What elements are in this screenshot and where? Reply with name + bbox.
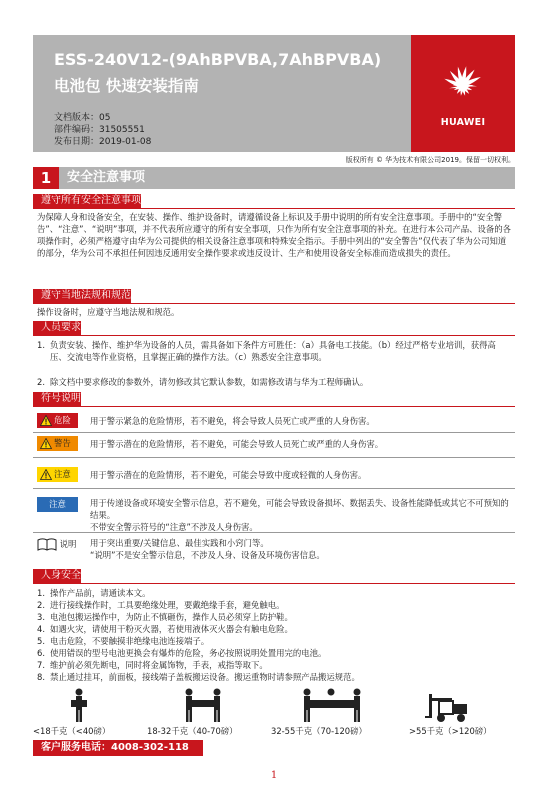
warning-triangle-icon (40, 415, 52, 426)
divider (33, 457, 515, 458)
notice-label: 注意 (49, 499, 66, 509)
section-rule (33, 303, 515, 304)
weight-guide (33, 688, 515, 738)
section-heading-symbols: 符号说明 (33, 392, 81, 406)
huawei-petals-icon (440, 63, 486, 109)
notice-text-1: 用于传递设备或环境安全警示信息，若不避免，可能会导致设备损坏、数据丢失、设备性能降低或其它不可预知的结果。 (90, 498, 509, 520)
document-subtitle: 电池包 快速安装指南 (54, 77, 199, 95)
list-item (37, 671, 511, 683)
divider (33, 532, 515, 533)
chapter-number: 1 (33, 167, 59, 189)
weight-label: >55千克（>120磅） (409, 726, 492, 736)
list-item (37, 647, 511, 659)
copyright: 版权所有 © 华为技术有限公司2019。保留一切权利。 (345, 156, 515, 164)
divider (33, 488, 515, 489)
release-date: 发布日期：2019-01-08 (54, 137, 152, 147)
list-number: 1. (37, 340, 45, 350)
list-item (37, 599, 511, 611)
list-text: 电池包搬运操作中，为防止不慎砸伤，操作人员必须穿上防护鞋。 (50, 612, 293, 622)
note-text-2: “说明”不是安全警示信息，不涉及人身、设备及环境伤害信息。 (90, 550, 325, 560)
list-text: 使用错误的型号电池更换会有爆炸的危险，务必按照说明处置用完的电池。 (50, 648, 327, 658)
divider (33, 432, 515, 433)
chapter-header (33, 167, 515, 189)
caution-label: 注意 (54, 469, 71, 479)
weight-label: 18-32千克（40-70磅） (147, 726, 238, 736)
warning-label: 警告 (54, 438, 71, 448)
section-rule (33, 406, 515, 407)
forklift-icon (425, 694, 467, 722)
list-text: 操作产品前，请通读本文。 (50, 588, 151, 598)
list-item (37, 339, 511, 363)
three-person-carry-icon (304, 689, 361, 723)
book-icon (37, 538, 57, 551)
list-item (37, 623, 511, 635)
hotline-bar: 客户服务电话：4008-302-118 (33, 740, 203, 756)
notice-badge (37, 497, 78, 512)
notice-description (90, 497, 510, 533)
section-heading-personal-safety: 人身安全 (33, 569, 81, 583)
section-rule (33, 583, 515, 584)
list-item (37, 376, 511, 388)
document-title: ESS-240V12-(9AhBPVBA,7AhBPVBA) (54, 50, 382, 69)
list-text: 维护前必须先断电，同时将金属饰物，手表，戒指等取下。 (50, 660, 268, 670)
notice-text-2: 不带安全警示符号的“注意”不涉及人身伤害。 (90, 522, 258, 532)
part-number: 部件编码：31505551 (54, 125, 145, 135)
carry-pictograms (33, 688, 515, 724)
list-item (37, 611, 511, 623)
two-person-carry-icon (186, 689, 221, 723)
list-item (37, 635, 511, 647)
list-number: 4. (37, 624, 45, 634)
weight-label: <18千克（<40磅） (33, 726, 111, 736)
list-number: 1. (37, 588, 45, 598)
list-item (37, 587, 511, 599)
note-label: 说明 (59, 539, 77, 549)
huawei-logo (411, 35, 515, 152)
note-description (90, 537, 510, 561)
warning-badge (37, 436, 78, 451)
list-number: 5. (37, 636, 45, 646)
list-number: 8. (37, 672, 45, 682)
page-number: 1 (270, 770, 278, 781)
chapter-title: 安全注意事项 (67, 170, 146, 185)
logo-text: HUAWEI (440, 117, 486, 128)
warning-triangle-icon (40, 438, 52, 449)
section-heading-law: 遵守当地法规和规范 (33, 289, 131, 303)
caution-description: 用于警示潜在的危险情形，若不避免，可能会导致中度或轻微的人身伤害。 (90, 470, 367, 480)
list-text: 禁止通过挂耳，前面板，接线端子盖板搬运设备。搬运重物时请参照产品搬运规范。 (50, 672, 360, 682)
section-rule (33, 335, 515, 336)
list-text: 如遇火灾，请使用干粉灭火器，若使用液体灭火器会有触电危险。 (50, 624, 293, 634)
list-item (37, 659, 511, 671)
list-number: 6. (37, 648, 45, 658)
list-text: 电击危险，不要触摸非绝缘电池连接端子。 (50, 636, 210, 646)
safety-paragraph: 为保障人身和设备安全，在安装、操作、维护设备时，请遵循设备上标识及手册中说明的所有安全注意事项。手册中的“安全警告”、“注意”、“说明”事项，并不代表所应遵守的所有安全事项，只作为所有安全注意事项的补充。在进行本公司产品、设备的各项操作时，必须严格遵守由华为公司提供的相关设备注意事项和特殊安全指示。手册中列出的“安全警告”仅代表了华为公司知道的部分，华为公司不承担任何因违反通用安全操作要求或违反设计、生产和使用设备安全标准而造成损失的责任。 (37, 212, 511, 258)
doc-version: 文档版本：05 (54, 113, 111, 123)
caution-badge (37, 467, 78, 482)
note-badge (37, 537, 76, 551)
list-number: 2. (37, 600, 45, 610)
danger-description: 用于警示紧急的危险情形，若不避免，将会导致人员死亡或严重的人身伤害。 (90, 416, 375, 426)
list-number: 7. (37, 660, 45, 670)
list-text: 除文档中要求修改的参数外，请勿修改其它默认参数，如需修改请与华为工程师确认。 (50, 377, 369, 387)
danger-label: 危险 (54, 415, 71, 425)
warning-triangle-icon (40, 469, 52, 480)
list-number: 3. (37, 612, 45, 622)
section-rule (33, 208, 515, 209)
person-carry-icon (71, 689, 87, 723)
list-number: 2. (37, 377, 45, 387)
warning-description: 用于警示潜在的危险情形，若不避免，可能会导致人员死亡或严重的人身伤害。 (90, 439, 384, 449)
law-paragraph: 操作设备时，应遵守当地法规和规范。 (37, 307, 180, 317)
danger-badge (37, 413, 78, 428)
section-heading-personnel: 人员要求 (33, 321, 81, 335)
note-text-1: 用于突出重要/关键信息、最佳实践和小窍门等。 (90, 538, 269, 548)
list-text: 进行接线操作时，工具要绝缘处理，要戴绝缘手套，避免触电。 (50, 600, 285, 610)
section-heading-safety: 遵守所有安全注意事项 (33, 194, 141, 208)
weight-label: 32-55千克（70-120磅） (271, 726, 367, 736)
list-text: 负责安装、操作、维护华为设备的人员，需具备如下条件方可胜任：（a）具备电工技能。（b）经过严格专业培训，获得高压、交流电等作业资格，且掌握正确的操作方法。（c）熟悉安全注意事项。 (50, 340, 496, 362)
